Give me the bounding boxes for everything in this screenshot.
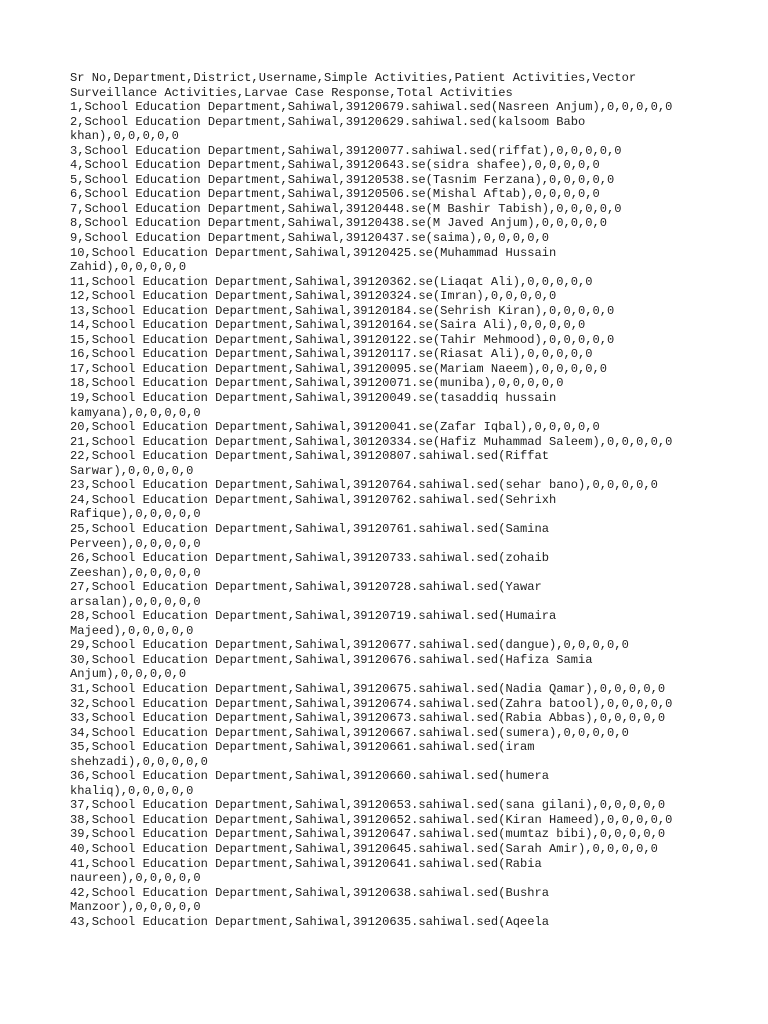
csv-row-line: 38,School Education Department,Sahiwal,39120652.sahiwal.sed(Kiran Hameed),0,0,0,0,0: [70, 812, 673, 827]
csv-row-line: khaliq),0,0,0,0,0: [70, 783, 194, 798]
csv-row-line: 15,School Education Department,Sahiwal,39120122.se(Tahir Mehmood),0,0,0,0,0: [70, 332, 615, 347]
csv-row-line: 18,School Education Department,Sahiwal,39120071.se(muniba),0,0,0,0,0: [70, 376, 564, 391]
csv-row-line: 12,School Education Department,Sahiwal,39120324.se(Imran),0,0,0,0,0: [70, 289, 557, 304]
csv-row-line: Manzoor),0,0,0,0,0: [70, 900, 201, 915]
csv-row-line: 6,School Education Department,Sahiwal,39120506.se(Mishal Aftab),0,0,0,0,0: [70, 187, 600, 202]
csv-row-line: 40,School Education Department,Sahiwal,39120645.sahiwal.sed(Sarah Amir),0,0,0,0,0: [70, 841, 658, 856]
csv-row-line: 41,School Education Department,Sahiwal,39120641.sahiwal.sed(Rabia: [70, 856, 542, 871]
csv-row-line: 9,School Education Department,Sahiwal,39120437.se(saima),0,0,0,0,0: [70, 231, 549, 246]
csv-row-line: 17,School Education Department,Sahiwal,39120095.se(Mariam Naeem),0,0,0,0,0: [70, 361, 608, 376]
csv-row-line: 2,School Education Department,Sahiwal,39120629.sahiwal.sed(kalsoom Babo: [70, 114, 586, 129]
csv-row-line: Perveen),0,0,0,0,0: [70, 536, 201, 551]
csv-row-line: Anjum),0,0,0,0,0: [70, 667, 187, 682]
csv-row-line: 33,School Education Department,Sahiwal,39120673.sahiwal.sed(Rabia Abbas),0,0,0,0,0: [70, 711, 666, 726]
csv-row-line: 10,School Education Department,Sahiwal,39120425.se(Muhammad Hussain: [70, 245, 557, 260]
csv-header-line: Sr No,Department,District,Username,Simple Activities,Patient Activities,Vector: [70, 71, 637, 85]
csv-row-line: 13,School Education Department,Sahiwal,39120184.se(Sehrish Kiran),0,0,0,0,0: [70, 303, 615, 318]
csv-row-line: 27,School Education Department,Sahiwal,39120728.sahiwal.sed(Yawar: [70, 580, 542, 595]
csv-row-line: 34,School Education Department,Sahiwal,39120667.sahiwal.sed(sumera),0,0,0,0,0: [70, 725, 629, 740]
csv-row-line: 31,School Education Department,Sahiwal,39120675.sahiwal.sed(Nadia Qamar),0,0,0,0,0: [70, 681, 666, 696]
csv-row-line: 1,School Education Department,Sahiwal,39120679.sahiwal.sed(Nasreen Anjum),0,0,0,0,0: [70, 100, 673, 115]
csv-row-line: 28,School Education Department,Sahiwal,39120719.sahiwal.sed(Humaira: [70, 609, 557, 624]
csv-row-line: 24,School Education Department,Sahiwal,39120762.sahiwal.sed(Sehrixh: [70, 492, 557, 507]
csv-row-line: 16,School Education Department,Sahiwal,39120117.se(Riasat Ali),0,0,0,0,0: [70, 347, 593, 362]
csv-row-line: naureen),0,0,0,0,0: [70, 871, 201, 886]
csv-text-block: [70, 71, 760, 929]
csv-row-line: shehzadi),0,0,0,0,0: [70, 754, 208, 769]
csv-row-line: 35,School Education Department,Sahiwal,39120661.sahiwal.sed(iram: [70, 740, 535, 755]
csv-row-line: 43,School Education Department,Sahiwal,39120635.sahiwal.sed(Aqeela: [70, 914, 549, 929]
csv-row-line: 7,School Education Department,Sahiwal,39120448.se(M Bashir Tabish),0,0,0,0,0: [70, 201, 622, 216]
csv-row-line: Majeed),0,0,0,0,0: [70, 623, 194, 638]
csv-row-line: 39,School Education Department,Sahiwal,39120647.sahiwal.sed(mumtaz bibi),0,0,0,0,0: [70, 827, 666, 842]
csv-row-line: 25,School Education Department,Sahiwal,39120761.sahiwal.sed(Samina: [70, 521, 549, 536]
csv-row-line: Zeeshan),0,0,0,0,0: [70, 565, 201, 580]
csv-row-line: Rafique),0,0,0,0,0: [70, 507, 201, 522]
csv-row-line: 37,School Education Department,Sahiwal,39120653.sahiwal.sed(sana gilani),0,0,0,0,0: [70, 798, 666, 813]
csv-row-line: 32,School Education Department,Sahiwal,39120674.sahiwal.sed(Zahra batool),0,0,0,0,0: [70, 696, 673, 711]
csv-row-line: 19,School Education Department,Sahiwal,39120049.se(tasaddiq hussain: [70, 391, 557, 406]
csv-row-line: 14,School Education Department,Sahiwal,39120164.se(Saira Ali),0,0,0,0,0: [70, 318, 586, 333]
csv-row-line: 4,School Education Department,Sahiwal,39120643.se(sidra shafee),0,0,0,0,0: [70, 158, 600, 173]
csv-row-line: 22,School Education Department,Sahiwal,39120807.sahiwal.sed(Riffat: [70, 449, 549, 464]
csv-row-line: 3,School Education Department,Sahiwal,39120077.sahiwal.sed(riffat),0,0,0,0,0: [70, 143, 622, 158]
csv-row-line: 42,School Education Department,Sahiwal,39120638.sahiwal.sed(Bushra: [70, 885, 549, 900]
csv-row-line: Sarwar),0,0,0,0,0: [70, 463, 194, 478]
csv-row-line: 5,School Education Department,Sahiwal,39120538.se(Tasnim Ferzana),0,0,0,0,0: [70, 172, 615, 187]
csv-row-line: 29,School Education Department,Sahiwal,39120677.sahiwal.sed(dangue),0,0,0,0,0: [70, 638, 629, 653]
csv-header-line: Surveillance Activities,Larvae Case Response,Total Activities: [70, 85, 513, 100]
csv-row-line: 23,School Education Department,Sahiwal,39120764.sahiwal.sed(sehar bano),0,0,0,0,0: [70, 478, 658, 493]
csv-row-line: khan),0,0,0,0,0: [70, 129, 179, 144]
csv-row-line: 11,School Education Department,Sahiwal,39120362.se(Liaqat Ali),0,0,0,0,0: [70, 274, 593, 289]
csv-row-line: 8,School Education Department,Sahiwal,39120438.se(M Javed Anjum),0,0,0,0,0: [70, 216, 608, 231]
csv-row-line: 20,School Education Department,Sahiwal,39120041.se(Zafar Iqbal),0,0,0,0,0: [70, 420, 600, 435]
csv-row-line: 30,School Education Department,Sahiwal,39120676.sahiwal.sed(Hafiza Samia: [70, 652, 593, 667]
csv-row-line: 21,School Education Department,Sahiwal,30120334.se(Hafiz Muhammad Saleem),0,0,0,0,0: [70, 434, 673, 449]
csv-row-line: Zahid),0,0,0,0,0: [70, 260, 187, 275]
csv-row-line: 26,School Education Department,Sahiwal,39120733.sahiwal.sed(zohaib: [70, 551, 549, 566]
csv-row-line: 36,School Education Department,Sahiwal,39120660.sahiwal.sed(humera: [70, 769, 549, 784]
csv-row-line: arsalan),0,0,0,0,0: [70, 594, 201, 609]
csv-row-line: kamyana),0,0,0,0,0: [70, 405, 201, 420]
